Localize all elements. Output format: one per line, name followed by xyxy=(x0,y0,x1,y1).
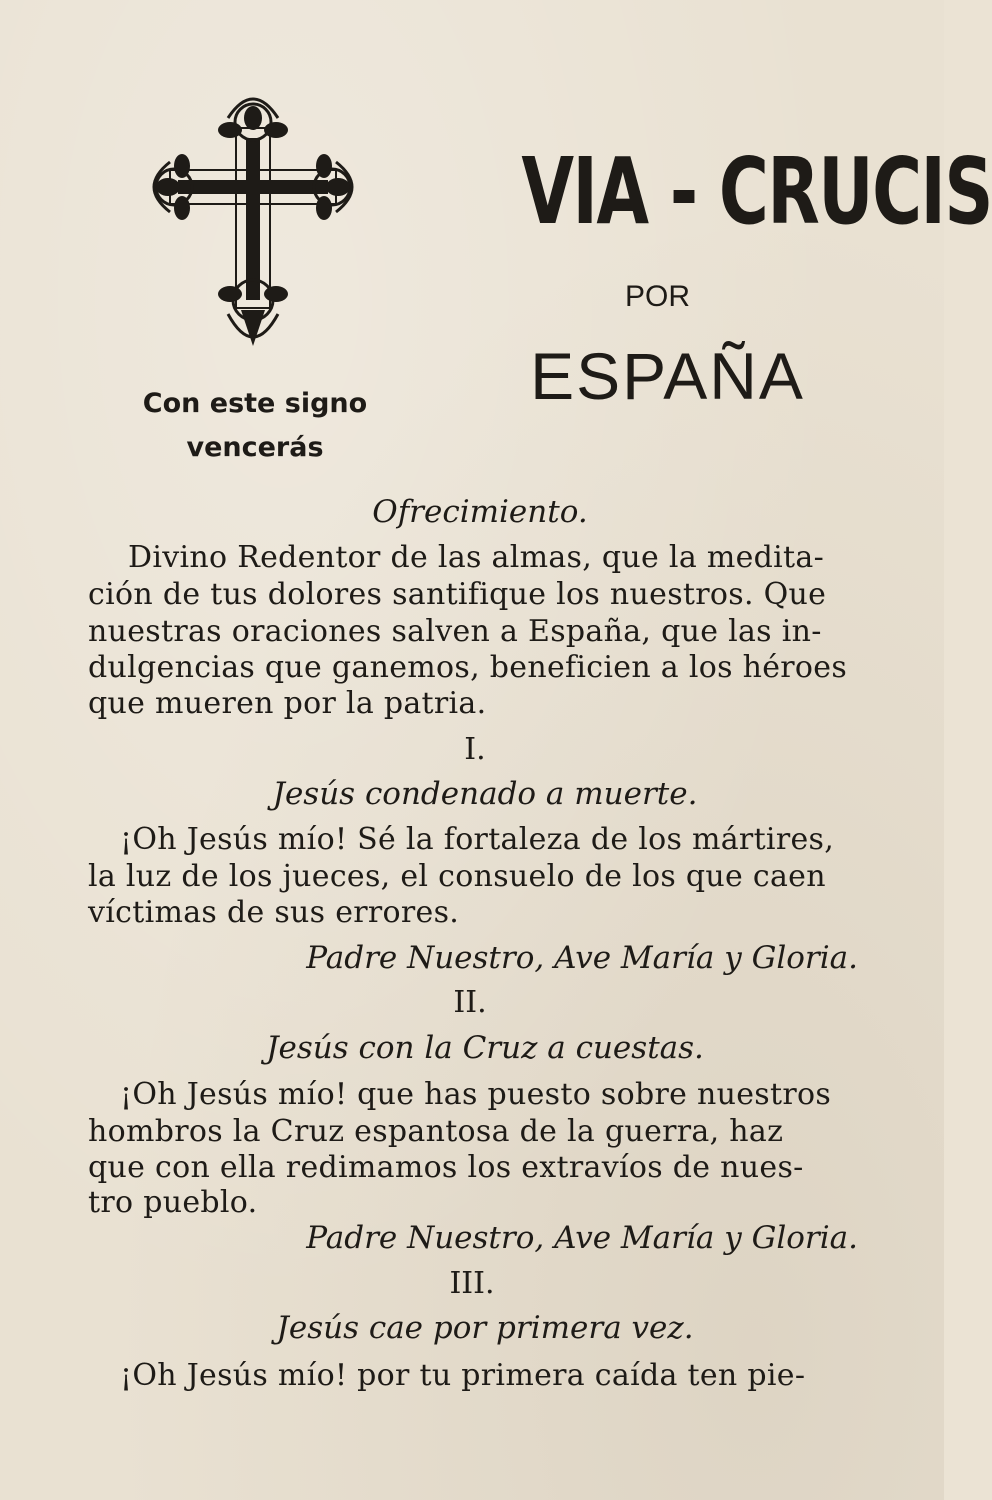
station-line: ¡Oh Jesús mío! por tu primera caída ten pie- xyxy=(120,1358,806,1393)
offering-line: ción de tus dolores santifique los nuestros. Que xyxy=(88,577,827,612)
station-line: hombros la Cruz espantosa de la guerra, haz xyxy=(88,1114,784,1149)
station-heading: Jesús con la Cruz a cuestas. xyxy=(266,1030,704,1066)
station-prayer: Padre Nuestro, Ave María y Gloria. xyxy=(306,1220,858,1256)
ornamental-cross-icon xyxy=(148,88,358,360)
title-country: ESPAÑA xyxy=(530,339,805,413)
station-heading: Jesús cae por primera vez. xyxy=(276,1310,694,1346)
station-line: víctimas de sus errores. xyxy=(88,895,460,930)
station-line: ¡Oh Jesús mío! que has puesto sobre nuestros xyxy=(120,1077,832,1112)
offering-line: nuestras oraciones salven a España, que las in- xyxy=(88,614,822,649)
station-prayer: Padre Nuestro, Ave María y Gloria. xyxy=(306,940,858,976)
station-line: que con ella redimamos los extravíos de nues- xyxy=(88,1150,804,1185)
offering-line: que mueren por la patria. xyxy=(88,686,487,721)
station-line: la luz de los jueces, el consuelo de los que caen xyxy=(88,859,826,894)
station-number: I. xyxy=(464,732,486,767)
station-line: tro pueblo. xyxy=(88,1185,258,1220)
offering-line: Divino Redentor de las almas, que la medita- xyxy=(128,540,825,575)
offering-heading: Ofrecimiento. xyxy=(372,494,588,530)
station-heading: Jesús condenado a muerte. xyxy=(272,776,698,812)
offering-line: dulgencias que ganemos, beneficien a los héroes xyxy=(88,650,848,685)
card-title: VIA - CRUCIS xyxy=(521,138,992,245)
station-line: ¡Oh Jesús mío! Sé la fortaleza de los mártires, xyxy=(120,822,835,857)
motto-line-1: Con este signo xyxy=(142,388,368,419)
motto-line-2: vencerás xyxy=(186,432,324,463)
station-number: III. xyxy=(449,1266,495,1301)
station-number: II. xyxy=(453,985,487,1020)
title-por: POR xyxy=(624,280,690,313)
